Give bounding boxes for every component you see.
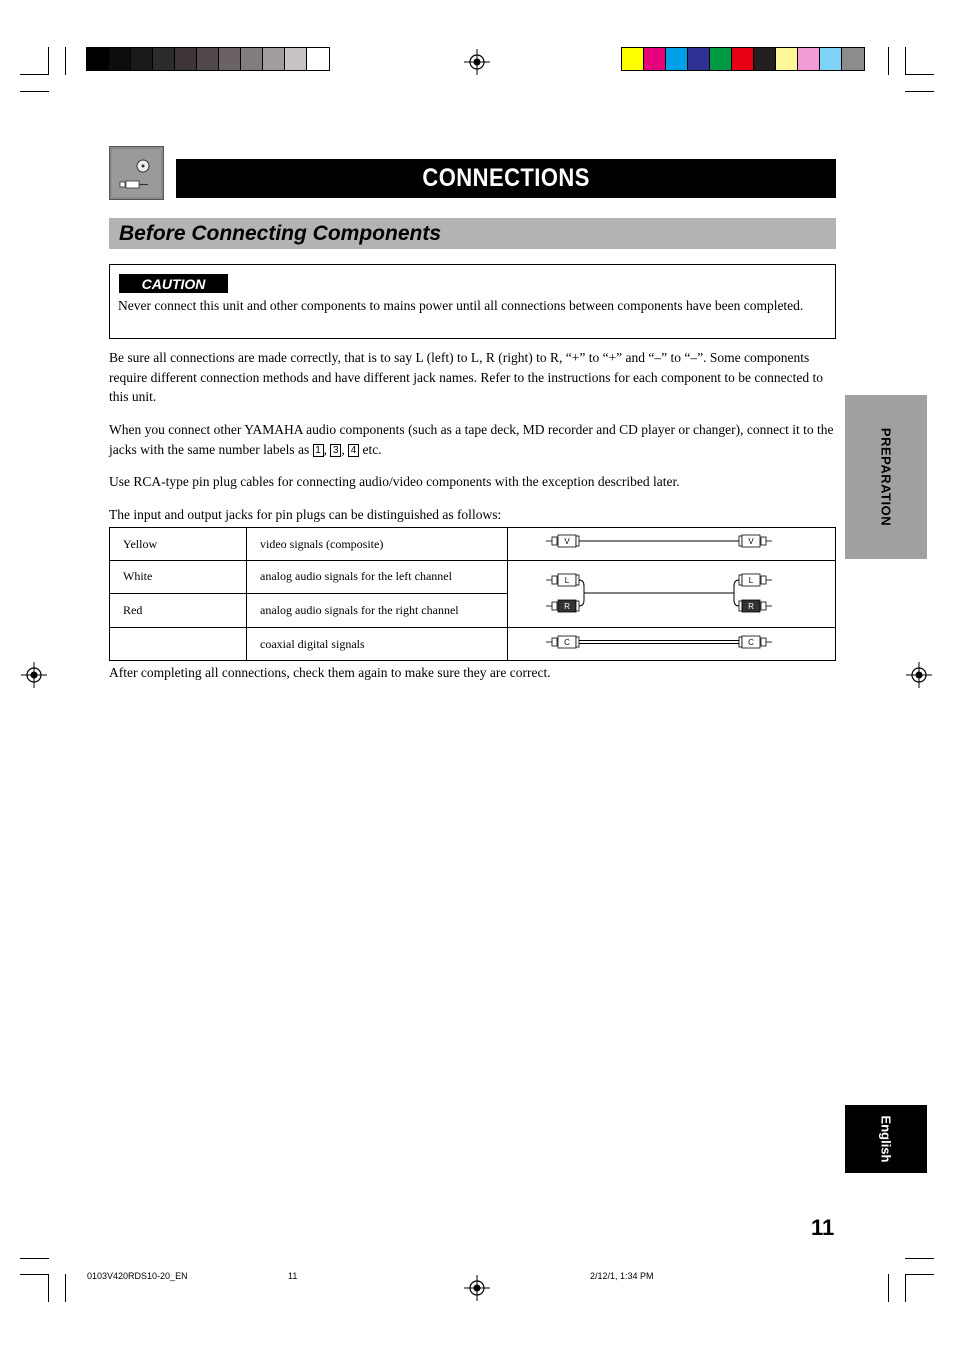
page-title: CONNECTIONS (176, 159, 836, 198)
plug-label: C (748, 638, 754, 647)
color-cell: White (110, 561, 247, 594)
color-swatch (219, 48, 241, 70)
color-swatch (754, 48, 776, 70)
crop-mark (20, 1274, 49, 1275)
color-swatch (820, 48, 842, 70)
paragraph-final-check: After completing all connections, check them again to make sure they are correct. (109, 665, 551, 680)
footer-page: 11 (288, 1271, 298, 1281)
registration-mark-icon (464, 1275, 490, 1301)
crop-mark (20, 74, 49, 75)
number-label: 1 (313, 444, 324, 457)
caution-box (109, 264, 836, 339)
color-cell: Yellow (110, 528, 247, 561)
caution-label: CAUTION (119, 274, 228, 293)
section-title: Before Connecting Components (109, 218, 836, 249)
footer-file-name: 0103V420RDS10-20_EN (87, 1271, 188, 1281)
crop-mark (65, 47, 66, 75)
color-swatch (131, 48, 153, 70)
registration-mark-icon (464, 49, 490, 75)
caution-text: Never connect this unit and other components to mains power until all connections between components have been completed. (118, 298, 804, 313)
color-cell: Red (110, 593, 247, 627)
color-swatch (644, 48, 666, 70)
color-swatch (87, 48, 109, 70)
grayscale-color-bar (86, 47, 330, 71)
separator: , (323, 441, 331, 457)
plug-label: R (564, 602, 570, 611)
crop-mark (48, 1274, 49, 1302)
section-tab-label: PREPARATION (878, 427, 894, 527)
plug-diagram-cell (508, 628, 836, 661)
number-label: 4 (348, 444, 359, 457)
crop-mark (905, 1258, 934, 1259)
color-swatch (109, 48, 131, 70)
crop-mark (20, 1258, 49, 1259)
color-swatch (688, 48, 710, 70)
color-swatch (776, 48, 798, 70)
jack-color-table (109, 527, 836, 661)
crop-mark (48, 47, 49, 75)
color-swatch (175, 48, 197, 70)
crop-mark (905, 74, 934, 75)
color-swatch (732, 48, 754, 70)
color-swatch (622, 48, 644, 70)
page-number: 11 (811, 1215, 835, 1240)
paragraph-yamaha-components (109, 420, 839, 459)
color-swatch (285, 48, 307, 70)
rca-plug-icon (109, 146, 164, 200)
description-cell: coaxial digital signals (247, 628, 508, 661)
plug-label: V (564, 537, 570, 546)
crop-mark (905, 47, 906, 75)
plug-label: R (748, 602, 754, 611)
color-cell (110, 628, 247, 661)
crop-mark (20, 91, 49, 92)
description-cell: analog audio signals for the left channel (247, 561, 508, 594)
crop-mark (888, 1274, 889, 1302)
language-tab-english (845, 1105, 927, 1173)
color-swatch (241, 48, 263, 70)
language-tab-label: English (878, 1115, 894, 1163)
registration-mark-icon (21, 662, 47, 688)
plug-label: V (748, 537, 754, 546)
color-swatch (263, 48, 285, 70)
plug-label: L (748, 576, 754, 585)
plug-diagram-cell (508, 528, 836, 561)
video-cable-diagram (508, 528, 824, 556)
paragraph-rca-cables: Use RCA-type pin plug cables for connecting audio/video components with the exception described later. (109, 474, 680, 489)
crop-mark (65, 1274, 66, 1302)
audio-cable-diagram (508, 561, 824, 623)
paragraph-text: When you connect other YAMAHA audio components (such as a tape deck, MD recorder and CD player or changer), connect it to the jacks with the same number labels as (109, 422, 834, 457)
color-swatch (666, 48, 688, 70)
number-label: 3 (330, 444, 341, 457)
paragraph-text: etc. (359, 441, 382, 457)
crop-mark (905, 1274, 934, 1275)
color-swatch (842, 48, 864, 70)
color-swatch (307, 48, 329, 70)
section-tab-preparation (845, 395, 927, 559)
crop-mark (905, 1274, 906, 1302)
color-swatch (197, 48, 219, 70)
paragraph-table-intro: The input and output jacks for pin plugs can be distinguished as follows: (109, 507, 502, 522)
plug-diagram-cell (508, 561, 836, 628)
color-swatch (153, 48, 175, 70)
paragraph-connection-rules: Be sure all connections are made correctly, that is to say L (left) to L, R (right) to R, “+” to “+” and “–” to “–”. Some components require different connection methods and have different jack names. Refer to the instructions for each component to be connected to this unit. (109, 350, 823, 404)
table-row (110, 628, 836, 661)
description-cell: analog audio signals for the right channel (247, 593, 508, 627)
table-row (110, 561, 836, 594)
plug-label: C (564, 638, 570, 647)
crop-mark (905, 91, 934, 92)
plug-label: L (564, 576, 570, 585)
registration-mark-icon (906, 662, 932, 688)
footer-timestamp: 2/12/1, 1:34 PM (590, 1271, 654, 1281)
color-swatch (710, 48, 732, 70)
description-cell: video signals (composite) (247, 528, 508, 561)
crop-mark (888, 47, 889, 75)
separator: , (341, 441, 349, 457)
process-color-bar (621, 47, 865, 71)
color-swatch (798, 48, 820, 70)
table-row (110, 528, 836, 561)
coaxial-cable-diagram (508, 628, 824, 656)
